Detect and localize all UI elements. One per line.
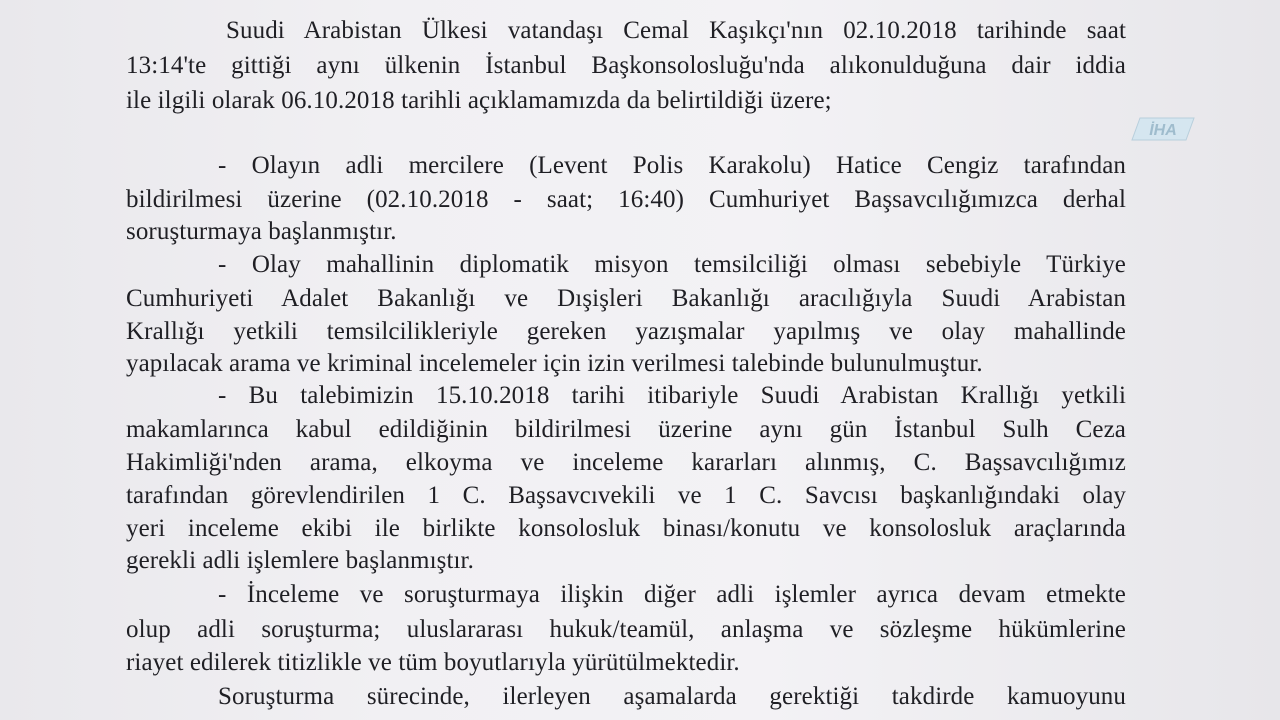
text-line-20: Soruşturma sürecinde, ilerleyen aşamalarda gerektiği takdirde kamuoyunu xyxy=(218,683,1126,710)
text-line-17: - İnceleme ve soruşturmaya ilişkin diğer adli işlemler ayrıca devam etmekte xyxy=(218,581,1126,608)
text-line-12: makamlarınca kabul edildiğinin bildirilmesi üzerine aynı gün İstanbul Sulh Ceza xyxy=(126,416,1126,443)
watermark-label: İHA xyxy=(1149,122,1177,139)
text-line-18: olup adli soruşturma; uluslararası hukuk/teamül, anlaşma ve sözleşme hükümlerine xyxy=(126,616,1126,643)
text-line-13: Hakimliği'nden arama, elkoyma ve inceleme kararları alınmış, C. Başsavcılığımız xyxy=(126,449,1126,476)
text-line-4: - Olayın adli mercilere (Levent Polis Karakolu) Hatice Cengiz tarafından xyxy=(218,152,1126,179)
text-line-10: yapılacak arama ve kriminal incelemeler için izin verilmesi talebinde bulunulmuştur. xyxy=(126,350,983,377)
text-line-14: tarafından görevlendirilen 1 C. Başsavcıvekili ve 1 C. Savcısı başkanlığındaki olay xyxy=(126,482,1126,509)
text-line-5: bildirilmesi üzerine (02.10.2018 - saat; 16:40) Cumhuriyet Başsavcılığımızca derhal xyxy=(126,186,1126,213)
text-line-1: Suudi Arabistan Ülkesi vatandaşı Cemal Kaşıkçı'nın 02.10.2018 tarihinde saat xyxy=(226,17,1126,44)
text-line-3: ile ilgili olarak 06.10.2018 tarihli açıklamamızda da belirtildiği üzere; xyxy=(126,87,832,114)
text-line-11: - Bu talebimizin 15.10.2018 tarihi itibariyle Suudi Arabistan Krallığı yetkili xyxy=(218,382,1126,409)
text-line-16: gerekli adli işlemlere başlanmıştır. xyxy=(126,547,474,574)
text-line-19: riayet edilerek titizlikle ve tüm boyutlarıyla yürütülmektedir. xyxy=(126,649,740,676)
text-line-7: - Olay mahallinin diplomatik misyon temsilciliği olması sebebiyle Türkiye xyxy=(218,251,1126,278)
text-line-15: yeri inceleme ekibi ile birlikte konsolosluk binası/konutu ve konsolosluk araçlarında xyxy=(126,515,1126,542)
text-line-6: soruşturmaya başlanmıştır. xyxy=(126,218,397,245)
text-line-2: 13:14'te gittiği aynı ülkenin İstanbul Başkonsolosluğu'nda alıkonulduğuna dair iddia xyxy=(126,52,1126,79)
iha-watermark-logo xyxy=(1128,112,1198,146)
text-line-8: Cumhuriyeti Adalet Bakanlığı ve Dışişleri Bakanlığı aracılığıyla Suudi Arabistan xyxy=(126,285,1126,312)
text-line-9: Krallığı yetkili temsilcilikleriyle gereken yazışmalar yapılmış ve olay mahallinde xyxy=(126,318,1126,345)
